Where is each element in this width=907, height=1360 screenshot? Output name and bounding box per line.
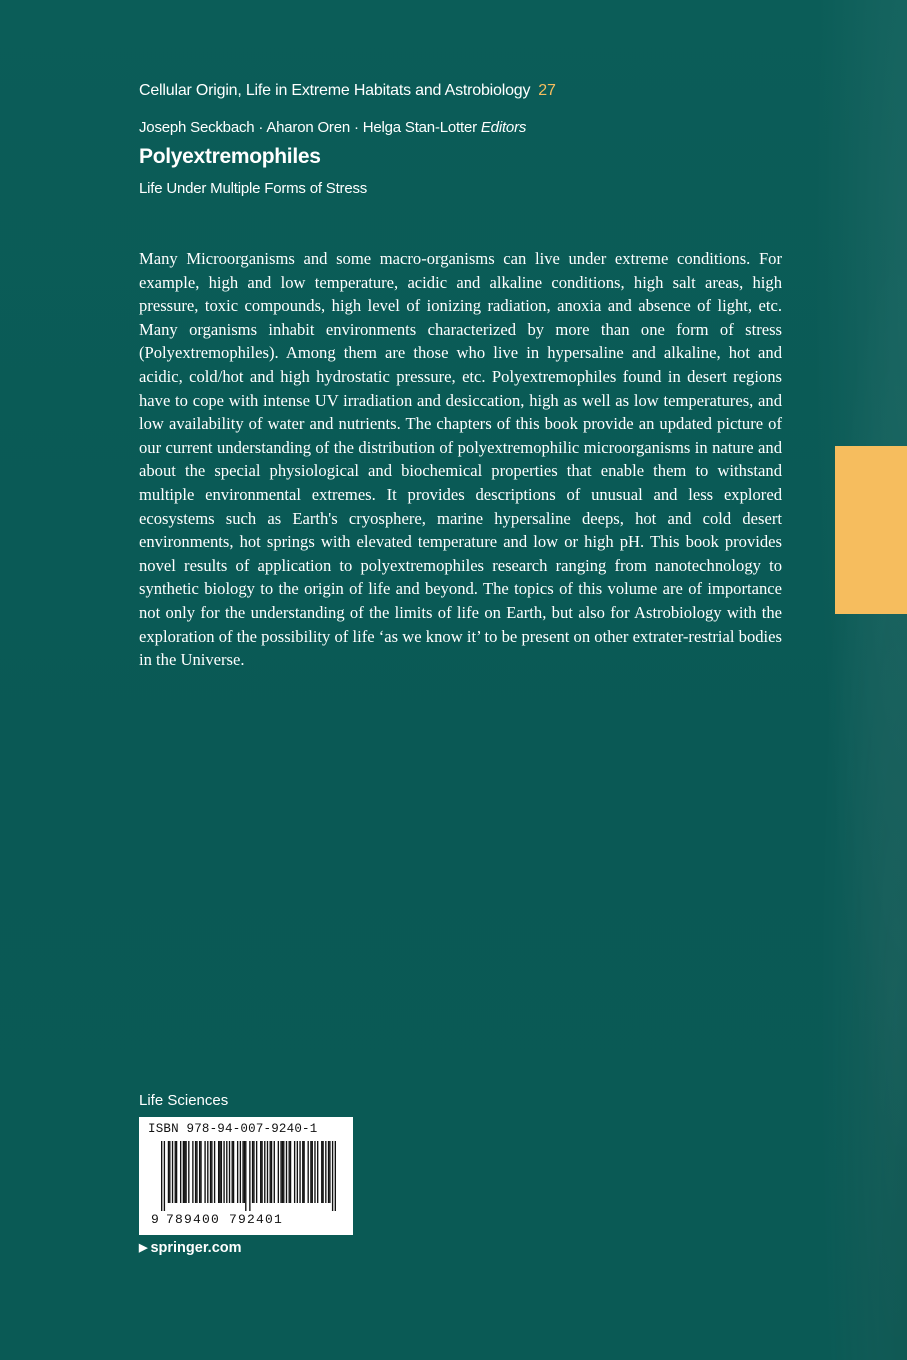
- editor-names: Joseph Seckbach · Aharon Oren · Helga Stan-Lotter: [139, 119, 477, 136]
- barcode-bar: [297, 1141, 298, 1203]
- barcode-bar: [280, 1141, 281, 1203]
- barcode-bar: [335, 1141, 336, 1211]
- barcode-bar: [218, 1141, 219, 1203]
- barcode-bar: [184, 1141, 185, 1203]
- barcode-bar: [290, 1141, 291, 1203]
- barcode-bar: [302, 1141, 303, 1203]
- ean-first-digit: 9: [151, 1212, 159, 1227]
- barcode-bar: [256, 1141, 257, 1203]
- barcode-bar: [200, 1141, 201, 1203]
- barcode-bar: [244, 1141, 245, 1203]
- barcode-bar: [219, 1141, 220, 1203]
- barcode-bar: [245, 1141, 246, 1211]
- barcode-bar: [314, 1141, 315, 1203]
- ean-digits: 789400 792401: [166, 1212, 284, 1227]
- barcode-bar: [299, 1141, 300, 1203]
- barcode-bar: [328, 1141, 329, 1203]
- series-name: Cellular Origin, Life in Extreme Habitats and Astrobiology: [139, 82, 531, 99]
- barcode-bar: [226, 1141, 227, 1203]
- barcode-bar: [329, 1141, 330, 1203]
- barcode-bar: [211, 1141, 212, 1203]
- barcode-bar: [223, 1141, 224, 1203]
- barcode-bar: [283, 1141, 284, 1203]
- barcode-bar: [199, 1141, 200, 1203]
- cover-texture: [797, 0, 907, 1360]
- barcode-bar: [195, 1141, 196, 1203]
- series-volume: 27: [538, 82, 556, 99]
- barcode-bar: [175, 1141, 176, 1203]
- barcode-bar: [168, 1141, 169, 1203]
- barcode-bar: [196, 1141, 197, 1203]
- accent-tab: [835, 446, 907, 614]
- barcode-bar: [210, 1141, 211, 1203]
- barcode-bar: [308, 1141, 309, 1203]
- barcode-bar: [312, 1141, 313, 1203]
- barcode-bar: [325, 1141, 326, 1203]
- barcode-bar: [192, 1141, 193, 1203]
- barcode-bar: [172, 1141, 173, 1203]
- barcode-bar: [233, 1141, 234, 1203]
- barcode-bar: [221, 1141, 222, 1203]
- barcode-bar: [180, 1141, 181, 1203]
- barcode-bar: [282, 1141, 283, 1203]
- barcode-bar: [317, 1141, 318, 1203]
- publisher-url: springer.com: [150, 1240, 242, 1256]
- isbn-label: ISBN 978-94-007-9240-1: [148, 1122, 318, 1136]
- barcode-bar: [270, 1141, 271, 1203]
- barcode-bar: [252, 1141, 253, 1203]
- barcode-icon: [161, 1141, 336, 1211]
- barcode-bar: [229, 1141, 230, 1203]
- barcode-bar: [185, 1141, 186, 1203]
- barcode-bar: [176, 1141, 177, 1203]
- barcode-bar: [322, 1141, 323, 1203]
- barcode-panel: [139, 1117, 353, 1235]
- book-description: Many Microorganisms and some macro-organisms can live under extreme conditions. For example, high and low temperature, acidic and alkaline conditions, high salt areas, high pressure, toxic compounds, high level of ionizing radiation, anoxia and absence of light, etc. Many organisms inhabit environments characterized by more than one form of stress (Polyextremophiles). Among them are those who live in hypersaline and alkaline, hot and acidic, cold/hot and high hydrostatic pressure, etc. Polyextremophiles found in desert regions have to cope with intense UV irradiation and desiccation, high as well as low temperatures, and low availability of water and nutrients. The chapters of this book provide an updated picture of our current understanding of the distribution of polyextremophilic microorganisms in nature and about the special physiological and biochemical properties that enable them to withstand multiple environmental extremes. It provides descriptions of unusual and less explored ecosystems such as Earth's cryosphere, marine hypersaline deeps, hot and cold desert environments, hot springs with elevated temperature and low or high pH. This book provides novel results of application to polyextremophiles research ranging from nanotechnology to synthetic biology to the origin of life and beyond. The topics of this volume are of importance not only for the understanding of the limits of life on Earth, but also for Astrobiology with the exploration of the possibility of life ‘as we know it’ to be present on other extrater-restrial bodies in the Universe.: [139, 249, 782, 670]
- barcode-bar: [183, 1141, 184, 1203]
- editors-line: [139, 119, 526, 136]
- barcode-bar: [188, 1141, 189, 1203]
- barcode-bar: [274, 1141, 275, 1203]
- barcode-bar: [310, 1141, 311, 1203]
- barcode-bar: [237, 1141, 238, 1203]
- series-title: [139, 82, 556, 100]
- barcode-bar: [332, 1141, 333, 1211]
- barcode-bar: [204, 1141, 205, 1203]
- barcode-bar: [294, 1141, 295, 1203]
- barcode-bar: [321, 1141, 322, 1203]
- subject-category: Life Sciences: [139, 1092, 229, 1109]
- barcode-bar: [264, 1141, 265, 1203]
- barcode-bar: [289, 1141, 290, 1203]
- book-title: Polyextremophiles: [139, 145, 321, 168]
- publisher-link[interactable]: [139, 1240, 242, 1256]
- editors-role: Editors: [480, 119, 527, 136]
- barcode-bar: [169, 1141, 170, 1203]
- barcode-bar: [249, 1141, 250, 1211]
- book-subtitle: Life Under Multiple Forms of Stress: [139, 180, 368, 197]
- barcode-bar: [242, 1141, 243, 1203]
- barcode-bar: [161, 1141, 162, 1211]
- barcode-bar: [271, 1141, 272, 1203]
- barcode-bar: [164, 1141, 165, 1211]
- triangle-right-icon: ▶: [139, 1242, 148, 1254]
- barcode-bar: [232, 1141, 233, 1203]
- barcode-bar: [303, 1141, 304, 1203]
- barcode-bar: [214, 1141, 215, 1203]
- barcode-bar: [261, 1141, 262, 1203]
- barcode-bar: [286, 1141, 287, 1203]
- barcode-bar: [267, 1141, 268, 1203]
- barcode-bar: [253, 1141, 254, 1203]
- barcode-bar: [278, 1141, 279, 1203]
- barcode-bar: [207, 1141, 208, 1203]
- barcode-bar: [240, 1141, 241, 1203]
- barcode-bar: [260, 1141, 261, 1203]
